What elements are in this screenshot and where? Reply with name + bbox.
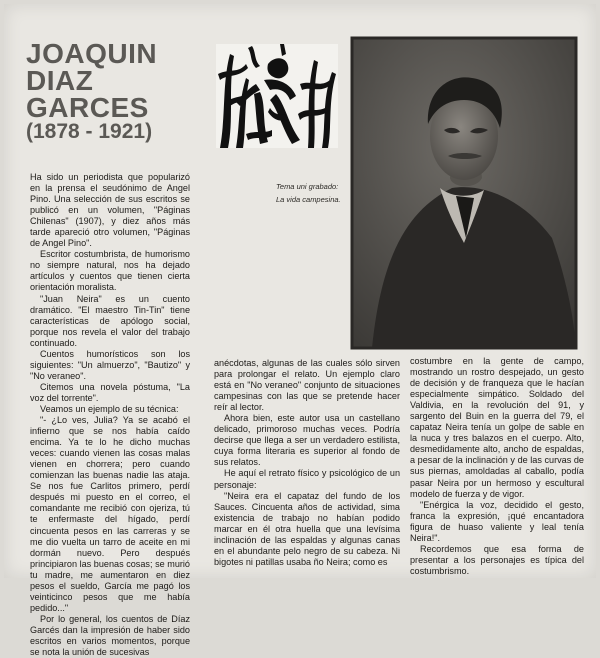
paragraph: Citemos una novela póstuma, "La voz del torrente". bbox=[30, 381, 190, 403]
paragraph: "Juan Neira" es un cuento dramático. "El maestro Tin-Tin" tiene características de apólogo social, porque nos revela el valor del trabajo continuado. bbox=[30, 293, 190, 348]
paragraph: Cuentos humorísticos son los siguientes: "Un almuerzo", "Bautizo" y "No veraneo". bbox=[30, 348, 190, 381]
paragraph: Ahora bien, este autor usa un castellano delicado, primoroso muchas veces. Podría decirse que llega a ser un verdadero estilista, cuya forma literaria es superior al fondo de sus relatos. bbox=[214, 413, 400, 468]
paragraph: He aquí el retrato físico y psicológico de un personaje: bbox=[214, 468, 400, 490]
left-text-column bbox=[30, 172, 190, 658]
figure-caption bbox=[276, 180, 356, 206]
life-dates: (1878 - 1921) bbox=[26, 120, 153, 143]
paragraph: anécdotas, algunas de las cuales sólo sirven para prolongar el relato. Un ejemplo claro está en "No veraneo" conjunto de situaciones campesinas con las que se pretende hacer reír al lector. bbox=[214, 358, 400, 413]
paragraph: Escritor costumbrista, de humorismo no siempre natural, nos ha dejado artículos y cuentos que tienen cierta orientación moralista. bbox=[30, 249, 190, 293]
right-text-column bbox=[410, 356, 584, 576]
quotation: "Neira era el capataz del fundo de los Sauces. Cincuenta años de actividad, sima existencia de trabajo no habían podido marcar en él otra huella que una levísima inclinación de las espaldas y algunas canas en el abundante pelo negro de su cabeza. Ni bigotes ni patillas usaba ño Neira; como es bbox=[214, 490, 400, 567]
quotation: costumbre en la gente de campo, mostrando un rostro despejado, un gesto de decisión y de franqueza que le hacían especialmente simpático. Soldado del Valdivia, en la revolución del 91, y sargento del Buin en la guerra del 79, el capataz Neira tenía un golpe de sable en la nuca y tres balazos en el cuerpo. Alto, desmedidamente alto, ancho de espaldas, a pesar de la inclinación y de las curvas de sus piernas, amoldadas al caballo, podía pasar Neira por un hermoso y escultural modelo de fuerza y de vigor. bbox=[410, 356, 584, 499]
title-line: JOAQUIN bbox=[26, 38, 158, 69]
paragraph: Por lo general, los cuentos de Díaz Garcés dan la impresión de haber sido escritos en varios momentos, porque se nota la unión de sucesivas bbox=[30, 613, 190, 658]
quotation: "Enérgica la voz, decidido el gesto, franca la expresión, ¡qué encantadora figura de huaso valiente y leal tenía Neira!". bbox=[410, 499, 584, 543]
caption-line: Tema uni grabado: bbox=[276, 182, 339, 191]
paragraph: Recordemos que esa forma de presentar a los personajes es típica del costumbrismo. bbox=[410, 543, 584, 576]
title-line: GARCES bbox=[26, 92, 149, 123]
paragraph: Veamos un ejemplo de su técnica: bbox=[40, 403, 179, 414]
woodcut-illustration-icon bbox=[216, 44, 338, 148]
quotation: "- ¿Lo ves, Julia? Ya se acabó el infierno que se nos había caído encima. Ya te lo he dicho muchas veces: cuando vienen las cosas malas vienen en chorrera; pero cuando comienzan las buenas nadie las ataja. Se nos fue Carlitos primero, perdí después mi puesto en el correo, el comandante me recibió con ojeriza, tú te enfermaste del hígado, perdí cincuenta pesos en las carreras y se me dio vuelta un tarro de aceite en mi dormán nuevo. Pero después principiaron las buenas cosas; se murió tu madre, me aumentaron en diez pesos el sueldo, García me pagó los veinticinco pesos que me había pedido..." bbox=[30, 415, 190, 613]
middle-text-column bbox=[214, 358, 400, 576]
paragraph: Ha sido un periodista que popularizó en la prensa el seudónimo de Angel Pino. Una selección de sus escritos se publicó en un volumen, "Páginas Chilenas" (1907), y diez años más tarde apareció otro volumen, "Páginas de Angel Pino". bbox=[30, 172, 190, 249]
portrait-photograph-icon bbox=[352, 38, 576, 348]
title-line: DIAZ bbox=[26, 65, 94, 96]
caption-line: La vida campesina. bbox=[276, 195, 341, 204]
article-title bbox=[26, 40, 157, 121]
